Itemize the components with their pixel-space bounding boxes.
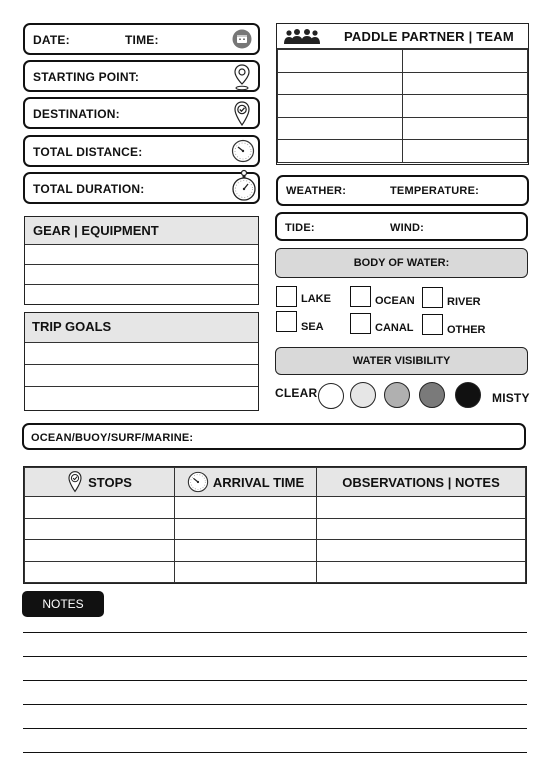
clear-label: CLEAR [275,386,318,400]
observation-cell[interactable] [317,540,526,562]
weather-label: WEATHER: [286,185,347,197]
paddle-partner-table [276,23,529,165]
sea-checkbox[interactable] [276,311,297,332]
ocean-buoy-label: OCEAN/BUOY/SURF/MARINE: [31,432,194,444]
gear-equipment-table [24,216,259,305]
stop-cell[interactable] [25,540,175,562]
partner-cell[interactable] [278,140,403,163]
arrival-cell[interactable] [175,518,317,540]
starting-point-field[interactable] [23,60,260,92]
visibility-level-2[interactable] [350,382,376,408]
trip-goals-table [24,312,259,411]
notes-line[interactable] [23,728,527,729]
trip-goals-header: TRIP GOALS [25,313,258,343]
observations-header-cell [317,468,526,497]
arrival-cell[interactable] [175,561,317,583]
arrival-header-cell [175,468,317,497]
water-visibility-header: WATER VISIBILITY [275,347,528,375]
gear-equipment-header: GEAR | EQUIPMENT [25,217,258,245]
time-label: TIME: [125,33,159,47]
observation-cell[interactable] [317,561,526,583]
ocean-buoy-surf-marine-field[interactable] [22,423,526,450]
paddle-partner-title: PADDLE PARTNER | TEAM [344,29,514,44]
stops-table [23,466,527,584]
date-time-field[interactable] [23,23,260,55]
temperature-label: TEMPERATURE: [390,185,479,197]
gauge-icon [231,139,255,163]
stopwatch-icon [231,169,257,203]
date-label: DATE: [33,33,70,47]
notes-line[interactable] [23,632,527,633]
arrival-time-header: ARRIVAL TIME [212,474,305,490]
partner-cell[interactable] [278,50,403,73]
notes-label: NOTES [42,597,84,611]
observation-cell[interactable] [317,518,526,540]
total-duration-label: TOTAL DURATION: [33,182,145,196]
stop-cell[interactable] [25,561,175,583]
partner-cell[interactable] [403,95,528,118]
stops-header: STOPS [88,474,132,490]
weather-temperature-field[interactable] [276,175,529,206]
lake-label: LAKE [301,293,331,305]
ocean-label: OCEAN [375,295,415,307]
gear-row[interactable] [25,265,258,285]
notes-label-badge [22,591,104,617]
stop-pin-icon [67,470,83,494]
stops-header-cell [25,468,175,497]
partner-cell[interactable] [403,117,528,140]
misty-label: MISTY [492,391,530,405]
observations-notes-header: OBSERVATIONS | NOTES [342,474,500,490]
gear-row[interactable] [25,245,258,265]
calendar-icon [232,29,252,49]
map-pin-icon [233,63,251,91]
starting-point-label: STARTING POINT: [33,70,140,84]
trip-goal-row[interactable] [25,387,258,408]
clock-icon [187,471,209,493]
visibility-level-4[interactable] [419,382,445,408]
notes-line[interactable] [23,752,527,753]
paddle-partner-grid [277,49,528,163]
ocean-checkbox[interactable] [350,286,371,307]
partner-cell[interactable] [278,95,403,118]
partner-cell[interactable] [278,117,403,140]
tide-wind-field[interactable] [275,212,528,241]
gear-row[interactable] [25,285,258,303]
stop-cell[interactable] [25,518,175,540]
partner-cell[interactable] [278,72,403,95]
visibility-level-3[interactable] [384,382,410,408]
destination-pin-icon [233,100,251,128]
wind-label: WIND: [390,222,424,234]
notes-line[interactable] [23,656,527,657]
stop-cell[interactable] [25,497,175,519]
river-label: RIVER [447,296,481,308]
other-label: OTHER [447,324,486,336]
lake-checkbox[interactable] [276,286,297,307]
arrival-cell[interactable] [175,540,317,562]
paddle-partner-header [277,24,528,49]
partner-cell[interactable] [403,50,528,73]
observation-cell[interactable] [317,497,526,519]
other-checkbox[interactable] [422,314,443,335]
total-duration-field[interactable] [23,172,260,204]
partner-cell[interactable] [403,140,528,163]
canal-label: CANAL [375,322,414,334]
partner-cell[interactable] [403,72,528,95]
body-of-water-header: BODY OF WATER: [275,248,528,278]
total-distance-label: TOTAL DISTANCE: [33,145,143,159]
sea-label: SEA [301,321,324,333]
tide-label: TIDE: [285,222,315,234]
total-distance-field[interactable] [23,135,260,167]
visibility-level-1[interactable] [318,383,344,409]
arrival-cell[interactable] [175,497,317,519]
trip-goal-row[interactable] [25,365,258,387]
river-checkbox[interactable] [422,287,443,308]
destination-label: DESTINATION: [33,107,120,121]
notes-line[interactable] [23,680,527,681]
canal-checkbox[interactable] [350,313,371,334]
trip-goal-row[interactable] [25,343,258,365]
destination-field[interactable] [23,97,260,129]
team-icon [283,27,321,45]
visibility-level-5[interactable] [455,382,481,408]
notes-line[interactable] [23,704,527,705]
